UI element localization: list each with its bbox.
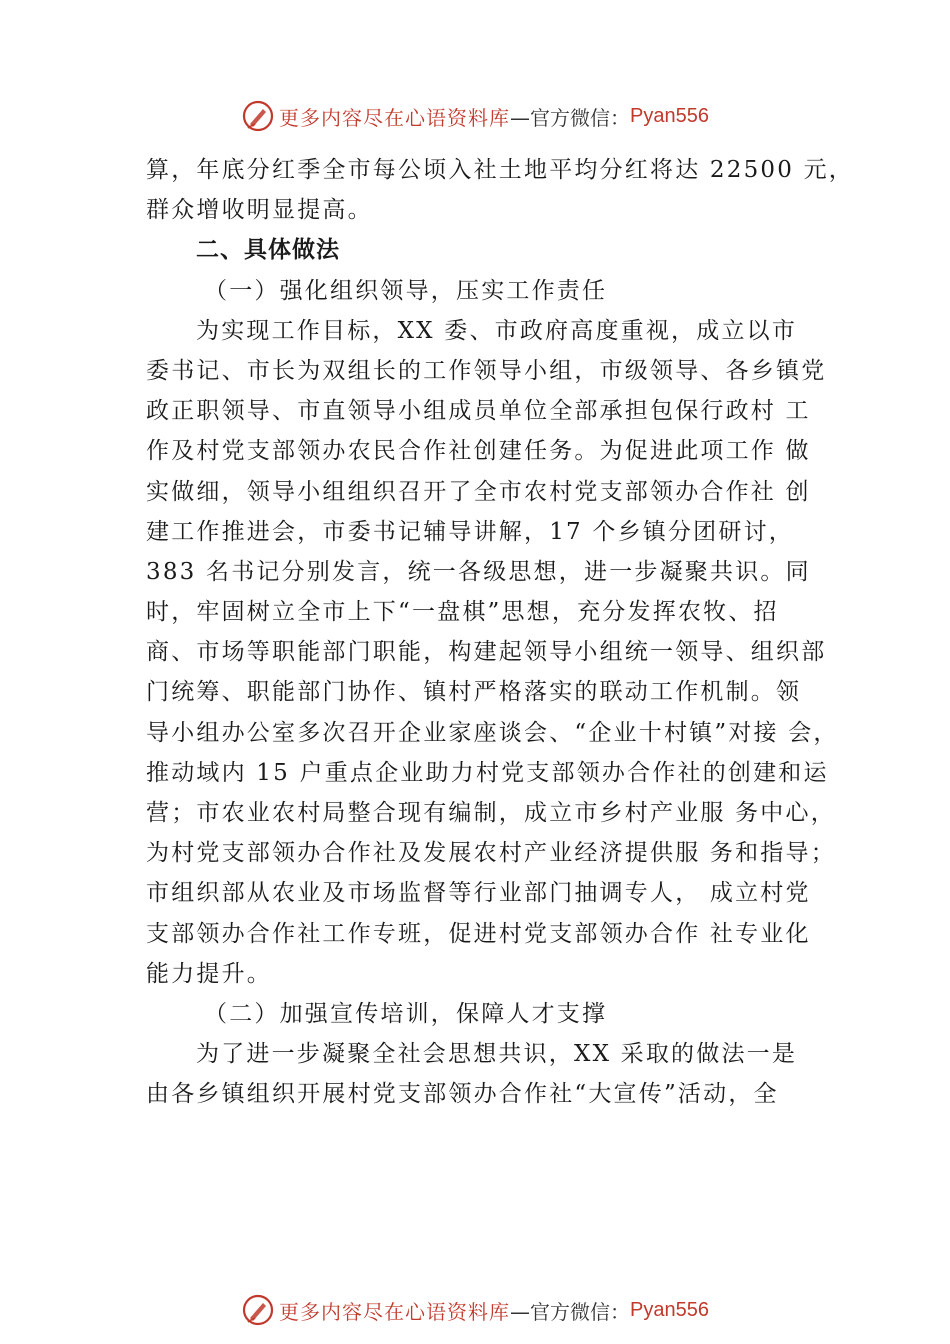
body-line: 推动域内 15 户重点企业助力村党支部领办合作社的创建和运 (146, 759, 829, 786)
subsection-heading: （一）强化组织领导，压实工作责任 (204, 277, 608, 304)
body-line: 建工作推进会，市委书记辅导讲解，17 个乡镇分团研讨， (146, 518, 794, 545)
pen-logo-icon (241, 1293, 275, 1327)
body-line: 实做细，领导小组组织召开了全市农村党支部领办合作社 创 (146, 478, 811, 505)
watermark-main-text: 更多内容尽在心语资料库 (279, 1299, 511, 1324)
body-line: 门统筹、职能部门协作、镇村严格落实的联动工作机制。领 (146, 679, 802, 706)
watermark-main-text: 更多内容尽在心语资料库 (279, 105, 511, 130)
body-line: 为村党支部领办合作社及发展农村产业经济提供服 务和指导； (146, 840, 836, 867)
body-line: 383 名书记分别发言，统一各级思想，进一步凝聚共识。同 (146, 558, 811, 585)
section-heading: 二、具体做法 (196, 237, 340, 264)
watermark-header (0, 96, 950, 136)
subsection-heading: （二）加强宣传培训，保障人才支撑 (204, 1000, 608, 1027)
body-line: 委书记、市长为双组长的工作领导小组，市级领导、各乡镇党 (146, 357, 827, 384)
body-line: 由各乡镇组织开展村党支部领办合作社“大宣传”活动，全 (146, 1081, 779, 1108)
body-line: 市组织部从农业及市场监督等行业部门抽调专人， 成立村党 (146, 880, 811, 907)
watermark-footer (0, 1290, 950, 1330)
watermark-id-text: Pyan556 (630, 1298, 709, 1321)
watermark-id-text: Pyan556 (630, 104, 709, 127)
body-line: 为实现工作目标，XX 委、市政府高度重视，成立以市 (196, 317, 798, 344)
document-body (146, 150, 854, 1115)
body-line: 为了进一步凝聚全社会思想共识，XX 采取的做法一是 (196, 1041, 798, 1068)
body-line: 能力提升。 (146, 960, 272, 987)
body-line: 政正职领导、市直领导小组成员单位全部承担包保行政村 工 (146, 398, 811, 425)
body-line: 营；市农业农村局整合现有编制，成立市乡村产业服 务中心， (146, 800, 836, 826)
body-line: 导小组办公室多次召开企业家座谈会、“企业十村镇”对接 会， (146, 719, 839, 746)
body-line: 商、市场等职能部门职能，构建起领导小组统一领导、组织部 (146, 639, 827, 666)
body-line: 算，年底分红季全市每公顷入社土地平均分红将达 22500 元， (146, 157, 854, 183)
watermark-dash-text: —官方微信： (510, 1299, 631, 1324)
body-line: 支部领办合作社工作专班，促进村党支部领办合作 社专业化 (146, 920, 811, 947)
body-line: 时，牢固树立全市上下“一盘棋”思想，充分发挥农牧、招 (146, 599, 779, 626)
pen-logo-icon (241, 99, 275, 133)
body-line: 群众增收明显提高。 (146, 197, 373, 224)
body-line: 作及村党支部领办农民合作社创建任务。为促进此项工作 做 (146, 438, 811, 465)
watermark-dash-text: —官方微信： (510, 105, 631, 130)
